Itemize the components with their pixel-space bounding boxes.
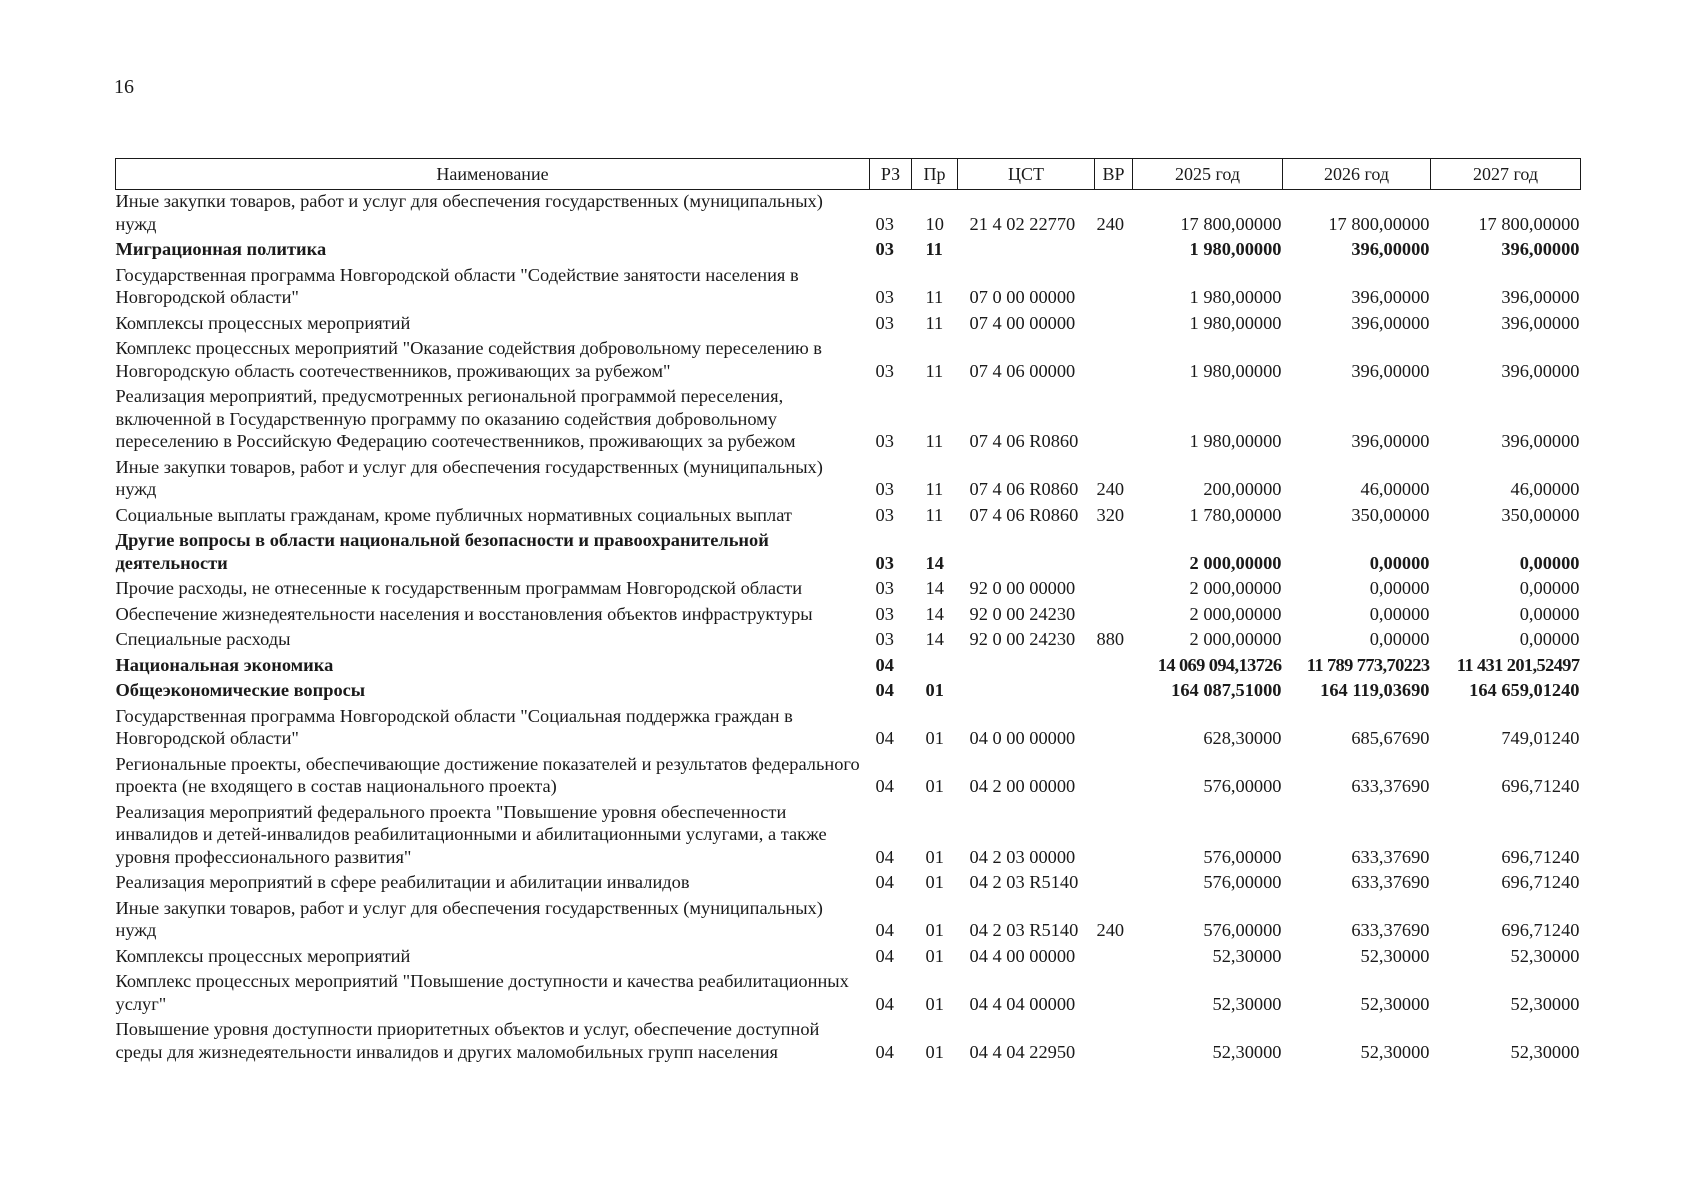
row-2026: 396,00000	[1351, 431, 1430, 451]
row-pr: 11	[925, 239, 943, 259]
row-cst: 07 0 00 00000	[969, 287, 1076, 307]
row-2025: 52,30000	[1212, 993, 1282, 1014]
row-2026: 396,00000	[1351, 360, 1430, 381]
row-2025: 200,00000	[1203, 479, 1282, 499]
table-row	[116, 897, 1581, 945]
row-2025: 52,30000	[1212, 1041, 1282, 1062]
row-pr: 11	[925, 360, 944, 381]
row-cst: 04 2 03 00000	[969, 846, 1076, 867]
row-cst: 07 4 06 00000	[969, 360, 1076, 381]
row-cst: 07 4 00 00000	[969, 312, 1076, 333]
row-2027: 696,71240	[1501, 920, 1580, 940]
row-rz: 03	[875, 629, 894, 649]
row-vr	[1095, 970, 1133, 1018]
row-vr	[1095, 312, 1133, 338]
row-2026: 350,00000	[1351, 504, 1430, 525]
header-vr: ВР	[1095, 159, 1133, 190]
row-name: Государственная программа Новгородской области "Содействие занятости населения в Новгородской области"	[115, 264, 799, 307]
row-rz: 04	[875, 846, 894, 867]
row-name: Комплекс процессных мероприятий "Повышение доступности и качества реабилитационных услуг"	[115, 971, 849, 1014]
row-cst: 92 0 00 24230	[969, 629, 1076, 649]
row-name: Иные закупки товаров, работ и услуг для обеспечения государственных (муниципальных) нужд	[115, 456, 823, 499]
table-row	[116, 456, 1581, 504]
table-row	[116, 264, 1581, 312]
row-2026: 633,37690	[1351, 846, 1430, 867]
row-2025: 2 000,00000	[1189, 603, 1282, 624]
row-cst	[958, 679, 1095, 705]
row-pr: 11	[925, 431, 944, 451]
row-cst: 92 0 00 00000	[969, 578, 1076, 598]
row-2027: 46,00000	[1510, 479, 1580, 499]
row-2026: 17 800,00000	[1328, 213, 1430, 234]
row-2025: 2 000,00000	[1189, 552, 1282, 573]
row-pr: 11	[925, 479, 944, 499]
row-2027: 396,00000	[1501, 239, 1580, 259]
table-row	[116, 705, 1581, 753]
row-pr: 01	[925, 776, 944, 796]
row-vr	[1095, 871, 1133, 897]
row-pr: 14	[925, 578, 944, 598]
header-2026: 2026 год	[1283, 159, 1431, 190]
table-row	[116, 504, 1581, 530]
row-2027: 164 659,01240	[1469, 680, 1580, 700]
header-cst: ЦСТ	[958, 159, 1095, 190]
row-rz: 03	[875, 239, 894, 259]
row-name: Комплекс процессных мероприятий "Оказание содействия добровольному переселению в Новгородскую область соотечественников, проживающих за рубежом"	[115, 338, 822, 381]
header-name: Наименование	[116, 159, 870, 190]
table-row	[116, 753, 1581, 801]
row-2026: 52,30000	[1360, 993, 1430, 1014]
row-name: Специальные расходы	[115, 629, 291, 649]
table-row	[116, 577, 1581, 603]
row-2026: 633,37690	[1351, 776, 1430, 796]
row-pr: 01	[925, 846, 944, 867]
row-2025: 576,00000	[1203, 872, 1282, 892]
row-name: Реализация мероприятий, предусмотренных региональной программой переселения, включенной в Государственную программу по оказанию содействия добровольному переселению в Российскую Федерацию соотечественников, проживающих за рубежом	[115, 386, 796, 451]
row-cst: 04 2 00 00000	[969, 776, 1076, 796]
table-row	[116, 871, 1581, 897]
row-2025: 576,00000	[1203, 776, 1282, 796]
row-cst	[958, 238, 1095, 264]
row-cst: 04 4 00 00000	[969, 945, 1076, 966]
row-2025: 17 800,00000	[1180, 213, 1282, 234]
row-2026: 0,00000	[1369, 603, 1430, 624]
row-pr: 01	[925, 920, 944, 940]
row-vr	[1095, 654, 1133, 680]
row-2025: 576,00000	[1203, 846, 1282, 867]
row-2027: 396,00000	[1501, 312, 1580, 333]
row-2026: 164 119,03690	[1320, 680, 1430, 700]
table-row	[116, 603, 1581, 629]
row-name: Социальные выплаты гражданам, кроме публичных нормативных социальных выплат	[115, 504, 792, 525]
row-pr: 11	[925, 312, 944, 333]
row-name: Реализация мероприятий федерального проекта "Повышение уровня обеспеченности инвалидов и детей-инвалидов реабилитационными и абилитационными услугами, а также уровня профессионального развития"	[115, 801, 827, 867]
row-rz: 03	[875, 578, 894, 598]
row-2027: 396,00000	[1501, 431, 1580, 451]
row-cst	[958, 654, 1095, 680]
row-vr	[1095, 705, 1133, 753]
row-2026: 52,30000	[1360, 1041, 1430, 1062]
row-rz: 04	[875, 872, 894, 892]
row-rz: 04	[875, 680, 894, 700]
row-2026: 0,00000	[1369, 629, 1430, 649]
row-pr: 01	[925, 872, 944, 892]
row-2026: 396,00000	[1351, 287, 1430, 307]
row-rz: 04	[875, 920, 894, 940]
row-2025: 2 000,00000	[1189, 578, 1282, 598]
row-2026: 685,67690	[1351, 728, 1430, 748]
row-name: Реализация мероприятий в сфере реабилитации и абилитации инвалидов	[115, 872, 690, 892]
budget-table	[115, 158, 1581, 1066]
row-name: Повышение уровня доступности приоритетных объектов и услуг, обеспечение доступной среды для жизнедеятельности инвалидов и других маломобильных групп населения	[115, 1019, 820, 1062]
table-row	[116, 679, 1581, 705]
row-2026: 0,00000	[1369, 552, 1430, 573]
row-pr: 11	[925, 287, 944, 307]
row-vr	[1095, 385, 1133, 456]
row-2027: 52,30000	[1510, 945, 1580, 966]
header-rz: РЗ	[870, 159, 912, 190]
row-pr: 01	[925, 945, 944, 966]
table-row	[116, 312, 1581, 338]
row-vr	[1095, 337, 1133, 385]
row-vr	[1095, 238, 1133, 264]
row-2025: 1 980,00000	[1189, 239, 1282, 259]
row-2025: 52,30000	[1212, 945, 1282, 966]
row-cst: 04 4 04 00000	[969, 993, 1076, 1014]
row-pr	[912, 654, 958, 680]
row-2025: 14 069 094,13726	[1157, 654, 1282, 675]
table-row	[116, 945, 1581, 971]
row-vr	[1095, 264, 1133, 312]
row-vr	[1095, 753, 1133, 801]
row-pr: 01	[925, 993, 944, 1014]
row-vr	[1095, 603, 1133, 629]
row-vr	[1095, 529, 1133, 577]
row-cst: 04 0 00 00000	[969, 728, 1076, 748]
row-2027: 52,30000	[1510, 993, 1580, 1014]
table-row	[116, 190, 1581, 239]
row-2026: 0,00000	[1369, 578, 1430, 598]
row-rz: 03	[875, 431, 894, 451]
row-vr: 240	[1096, 920, 1125, 940]
row-rz: 03	[875, 287, 894, 307]
row-name: Иные закупки товаров, работ и услуг для обеспечения государственных (муниципальных) нужд	[115, 191, 823, 234]
row-2025: 1 980,00000	[1189, 431, 1282, 451]
row-rz: 03	[875, 603, 894, 624]
row-vr	[1095, 679, 1133, 705]
row-2027: 17 800,00000	[1478, 213, 1580, 234]
row-name: Миграционная политика	[115, 239, 327, 259]
row-2027: 52,30000	[1510, 1041, 1580, 1062]
row-2026: 396,00000	[1351, 239, 1430, 259]
row-pr: 14	[925, 629, 944, 649]
row-2026: 46,00000	[1360, 479, 1430, 499]
table-row	[116, 628, 1581, 654]
table-row	[116, 801, 1581, 872]
row-vr: 320	[1096, 504, 1125, 525]
row-2025: 1 780,00000	[1189, 504, 1282, 525]
row-rz: 03	[875, 479, 894, 499]
row-2027: 696,71240	[1501, 872, 1580, 892]
row-2026: 11 789 773,70223	[1306, 654, 1430, 675]
row-vr: 240	[1096, 213, 1125, 234]
row-rz: 04	[875, 1041, 894, 1062]
header-2025: 2025 год	[1133, 159, 1283, 190]
row-pr: 01	[925, 680, 944, 700]
row-2026: 633,37690	[1351, 920, 1430, 940]
row-2027: 350,00000	[1501, 504, 1580, 525]
row-cst: 04 2 03 R5140	[969, 872, 1079, 892]
row-name: Государственная программа Новгородской области "Социальная поддержка граждан в Новгородской области"	[115, 705, 793, 748]
row-name: Прочие расходы, не отнесенные к государственным программам Новгородской области	[115, 578, 803, 598]
row-cst: 07 4 06 R0860	[969, 504, 1079, 525]
row-2027: 696,71240	[1501, 776, 1580, 796]
row-2027: 0,00000	[1519, 629, 1580, 649]
row-rz: 03	[875, 213, 894, 234]
table-row	[116, 654, 1581, 680]
row-rz: 03	[875, 552, 894, 573]
row-vr	[1095, 1018, 1133, 1066]
row-2027: 11 431 201,52497	[1456, 654, 1580, 675]
row-2027: 0,00000	[1519, 578, 1580, 598]
row-rz: 03	[875, 504, 894, 525]
row-rz: 04	[875, 945, 894, 966]
row-pr: 11	[925, 504, 944, 525]
row-cst	[958, 529, 1095, 577]
row-vr: 880	[1096, 629, 1125, 649]
row-2025: 1 980,00000	[1189, 312, 1282, 333]
table-header	[116, 159, 1581, 190]
row-pr: 10	[925, 213, 944, 234]
row-name: Другие вопросы в области национальной безопасности и правоохранительной деятельности	[115, 530, 769, 573]
row-cst: 04 4 04 22950	[969, 1041, 1076, 1062]
row-rz: 03	[875, 312, 894, 333]
row-name: Региональные проекты, обеспечивающие достижение показателей и результатов федерального проекта (не входящего в состав национального проекта)	[115, 753, 860, 796]
row-name: Общеэкономические вопросы	[115, 680, 366, 700]
row-name: Комплексы процессных мероприятий	[115, 312, 411, 333]
row-2027: 396,00000	[1501, 287, 1580, 307]
row-2025: 164 087,51000	[1171, 680, 1282, 700]
row-2027: 0,00000	[1519, 603, 1580, 624]
row-cst: 04 2 03 R5140	[969, 920, 1079, 940]
row-vr	[1095, 801, 1133, 872]
page-number: 16	[114, 76, 134, 98]
row-cst: 07 4 06 R0860	[969, 479, 1079, 499]
row-2025: 628,30000	[1203, 728, 1282, 748]
table-row	[116, 529, 1581, 577]
row-pr: 14	[925, 552, 944, 573]
row-pr: 01	[925, 1041, 944, 1062]
row-2027: 396,00000	[1501, 360, 1580, 381]
row-rz: 04	[875, 728, 894, 748]
row-vr: 240	[1096, 479, 1125, 499]
row-2025: 2 000,00000	[1189, 629, 1282, 649]
table-row	[116, 385, 1581, 456]
row-rz: 04	[875, 993, 894, 1014]
row-2027: 749,01240	[1501, 728, 1580, 748]
row-pr: 14	[925, 603, 944, 624]
row-name: Комплексы процессных мероприятий	[115, 945, 411, 966]
header-2027: 2027 год	[1431, 159, 1581, 190]
row-2027: 0,00000	[1519, 552, 1580, 573]
row-cst: 92 0 00 24230	[969, 603, 1076, 624]
row-vr	[1095, 945, 1133, 971]
row-rz: 03	[875, 360, 894, 381]
row-2025: 1 980,00000	[1189, 287, 1282, 307]
row-2025: 576,00000	[1203, 920, 1282, 940]
table-row	[116, 337, 1581, 385]
row-cst: 07 4 06 R0860	[969, 431, 1079, 451]
row-name: Обеспечение жизнедеятельности населения и восстановления объектов инфраструктуры	[115, 603, 813, 624]
table-row	[116, 970, 1581, 1018]
table-row	[116, 238, 1581, 264]
header-pr: Пр	[912, 159, 958, 190]
table-row	[116, 1018, 1581, 1066]
row-2026: 52,30000	[1360, 945, 1430, 966]
row-2025: 1 980,00000	[1189, 360, 1282, 381]
row-cst: 21 4 02 22770	[969, 213, 1076, 234]
row-rz: 04	[875, 776, 894, 796]
row-2027: 696,71240	[1501, 846, 1580, 867]
row-name: Национальная экономика	[115, 654, 334, 675]
table-body	[116, 190, 1581, 1067]
row-vr	[1095, 577, 1133, 603]
row-2026: 633,37690	[1351, 872, 1430, 892]
row-name: Иные закупки товаров, работ и услуг для обеспечения государственных (муниципальных) нужд	[115, 897, 823, 940]
row-rz: 04	[875, 654, 894, 675]
row-pr: 01	[925, 728, 944, 748]
row-2026: 396,00000	[1351, 312, 1430, 333]
